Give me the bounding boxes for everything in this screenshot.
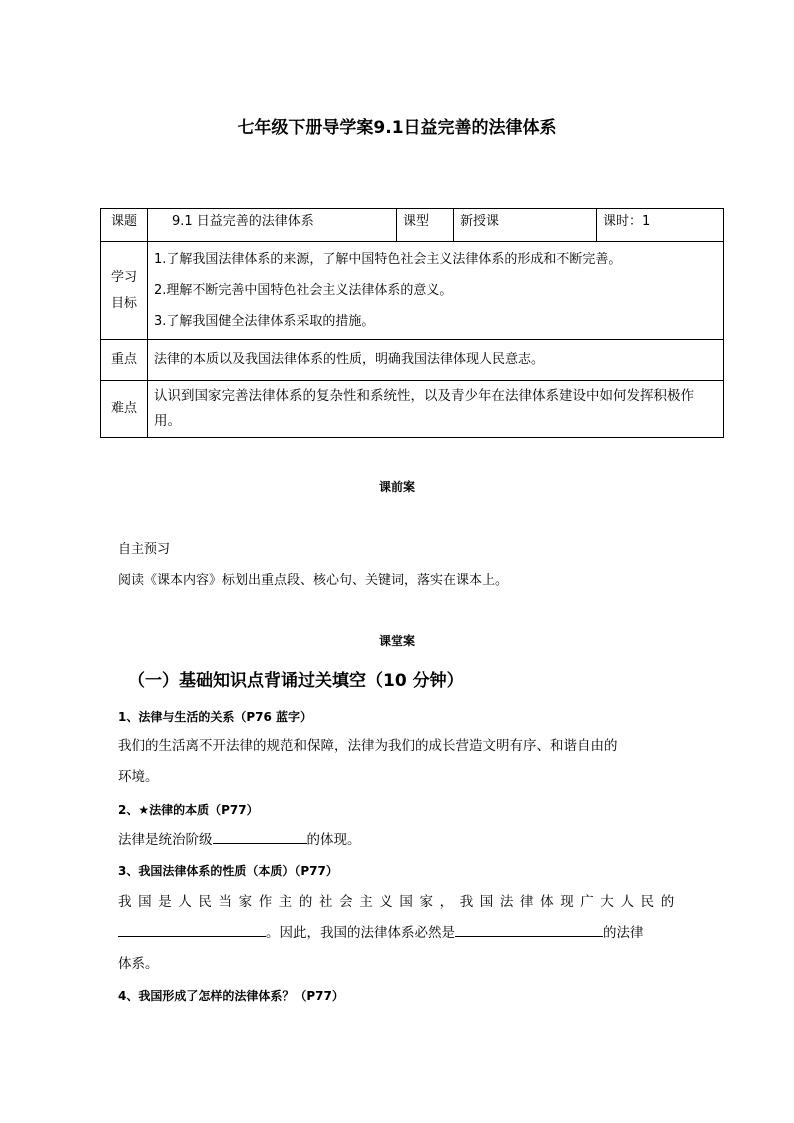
question-2-title: 2、★法律的本质（P77） xyxy=(118,803,259,817)
fill-blank[interactable] xyxy=(213,829,307,844)
key-points-label: 重点 xyxy=(101,340,148,381)
question-3-line-2 xyxy=(118,922,674,944)
question-2-text-a: 法律是统治阶级 xyxy=(118,832,213,848)
objectives-label xyxy=(101,242,148,340)
table-row-objectives xyxy=(101,242,724,340)
hours-value: 课时：1 xyxy=(597,209,724,242)
objectives-list xyxy=(148,242,724,340)
topic-value: 9.1 日益完善的法律体系 xyxy=(148,209,397,242)
question-3-text-2a: 。因此，我国的法律体系必然是 xyxy=(266,925,455,941)
objective-item: 1.了解我国法律体系的来源，了解中国特色社会主义法律体系的形成和不断完善。 xyxy=(154,252,622,267)
objective-item: 2.理解不断完善中国特色社会主义法律体系的意义。 xyxy=(154,283,453,298)
in-class-heading: 课堂案 xyxy=(378,634,415,648)
question-1-text xyxy=(118,735,674,788)
question-3-text xyxy=(118,891,681,975)
question-2-text xyxy=(118,829,674,851)
page-title: 七年级下册导学案9.1日益完善的法律体系 xyxy=(237,118,557,138)
objectives-label-line-1: 学习 xyxy=(110,269,137,285)
table-row-difficulties xyxy=(101,381,724,438)
question-3-title: 3、我国法律体系的性质（本质）（P77） xyxy=(118,864,338,878)
question-3-line-3: 体系。 xyxy=(118,956,159,972)
difficulties-line-2: 用。 xyxy=(154,413,181,429)
type-value: 新授课 xyxy=(454,209,597,242)
question-2-text-b: 的体现。 xyxy=(306,832,361,848)
objectives-label-line-2: 目标 xyxy=(110,295,137,311)
self-study-text: 阅读《课本内容》标划出重点段、核心句、关键词，落实在课本上。 xyxy=(118,573,509,588)
question-1-title: 1、法律与生活的关系（P76 蓝字） xyxy=(118,710,313,724)
self-study-heading: 自主预习 xyxy=(118,542,171,557)
difficulties-label: 难点 xyxy=(101,381,148,438)
lesson-info-table xyxy=(100,208,724,438)
key-points-value: 法律的本质以及我国法律体系的性质，明确我国法律体现人民意志。 xyxy=(148,340,724,381)
table-row-key-points xyxy=(101,340,724,381)
question-1-line-1: 我们的生活离不开法律的规范和保障，法律为我们的成长营造文明有序、和谐自由的 xyxy=(118,738,618,754)
topic-label: 课题 xyxy=(101,209,148,242)
pre-class-heading: 课前案 xyxy=(378,480,415,494)
question-3-text-2b: 的法律 xyxy=(603,925,644,941)
question-1-line-2: 环境。 xyxy=(118,769,159,785)
table-row-topic xyxy=(101,209,724,242)
difficulties-value xyxy=(148,381,724,438)
section-title: （一）基础知识点背诵过关填空（10 分钟） xyxy=(128,671,464,691)
fill-blank[interactable] xyxy=(118,922,266,937)
fill-blank[interactable] xyxy=(455,922,603,937)
question-3-line-1: 我国是人民当家作主的社会主义国家，我国法律体现广大人民的 xyxy=(118,894,681,910)
question-4-title: 4、我国形成了怎样的法律体系？（P77） xyxy=(118,989,344,1003)
objective-item: 3.了解我国健全法律体系采取的措施。 xyxy=(154,314,375,329)
difficulties-line-1: 认识到国家完善法律体系的复杂性和系统性，以及青少年在法律体系建设中如何发挥积极作 xyxy=(154,388,694,404)
type-label: 课型 xyxy=(397,209,454,242)
